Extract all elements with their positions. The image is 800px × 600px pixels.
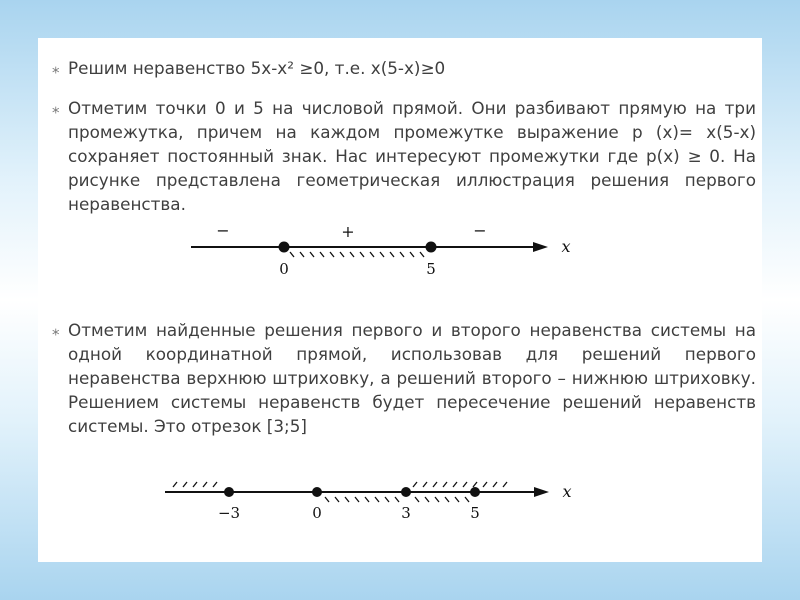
sign-minus-left: − (216, 222, 230, 240)
number-line-2-svg (157, 468, 590, 523)
tick-label-5: 5 (426, 260, 436, 278)
point-0-dot (279, 242, 290, 253)
hatching-upper (325, 497, 469, 502)
bullet-paragraph-2 (52, 96, 756, 216)
bullet-icon: ⁎ (52, 99, 60, 117)
sign-plus-middle: + (341, 222, 355, 241)
hatching-lower-right (413, 482, 507, 487)
bullet-icon: ⁎ (52, 321, 60, 339)
axis-arrow-icon (533, 242, 548, 252)
tick-label-minus3: −3 (217, 504, 241, 522)
point-3-dot (401, 487, 411, 497)
number-line-figure-2 (157, 468, 590, 523)
point-5-dot (470, 487, 480, 497)
bullet-paragraph-3 (52, 318, 756, 438)
tick-label-0: 0 (279, 260, 289, 278)
bullet-paragraph-1 (52, 56, 756, 80)
bullet-text-1: Решим неравенство 5x-x² ≥0, т.е. x(5-x)≥0 (68, 58, 446, 78)
axis-label-x: x (562, 482, 572, 501)
bullet-text-3: Отметим найденные решения первого и второго неравенства системы на одной координатной прямой, использовав для решений первого неравенства верхнюю штриховку, а решений второго – нижнюю штриховку. Решением системы неравенств будет пересечение решений неравенств системы. Это отрезок [3;5] (68, 320, 756, 436)
sign-minus-right: − (473, 222, 487, 240)
hatching-lower-left (173, 482, 217, 487)
number-line-figure-1 (186, 222, 590, 280)
point-5-dot (426, 242, 437, 253)
tick-label-5: 5 (470, 504, 480, 522)
number-line-1-svg (186, 222, 590, 280)
tick-label-3: 3 (401, 504, 411, 522)
hatching-upper (290, 252, 424, 257)
bullet-text-2: Отметим точки 0 и 5 на числовой прямой. Они разбивают прямую на три промежутка, причем на каждом промежутке выражение p (x)= x(5-x) сохраняет постоянный знак. Нас интересуют промежутки где p(x) ≥ 0. На рисунке представлена геометрическая иллюстрация решения первого неравенства. (68, 98, 756, 214)
tick-label-0: 0 (312, 504, 322, 522)
bullet-icon: ⁎ (52, 59, 60, 77)
point-minus3-dot (224, 487, 234, 497)
axis-label-x: x (561, 237, 571, 256)
axis-arrow-icon (534, 487, 549, 497)
point-0-dot (312, 487, 322, 497)
